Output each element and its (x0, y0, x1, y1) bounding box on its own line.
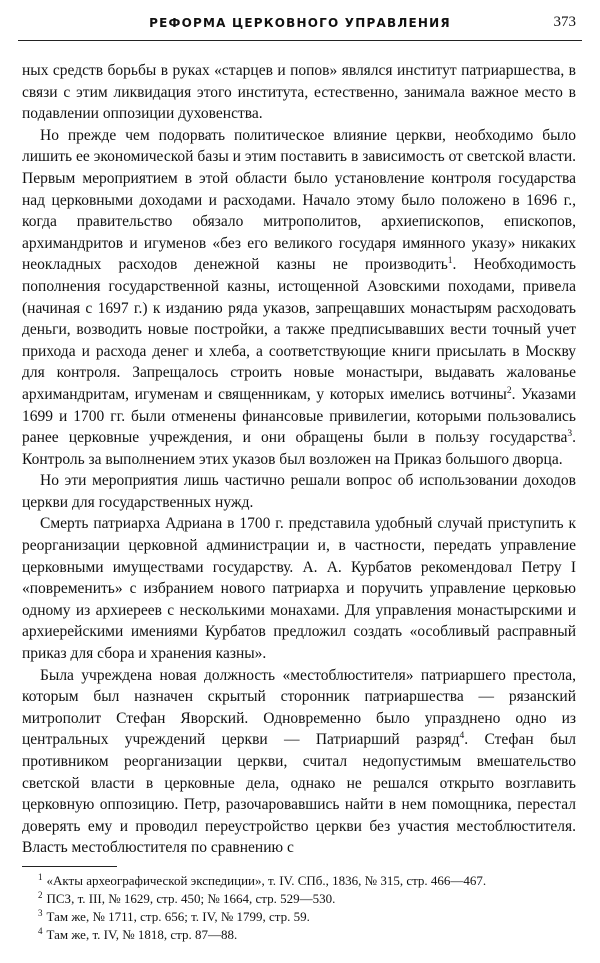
footnote-text: ПСЗ, т. III, № 1629, стр. 450; № 1664, стр. 529—530. (46, 891, 336, 906)
footnotes (22, 872, 576, 944)
footnote-rule (22, 866, 117, 867)
footnote-number: 1 (38, 871, 43, 882)
footnote-ref: 3 (567, 428, 573, 439)
paragraph (22, 665, 576, 859)
footnote-text: «Акты археографической экспедиции», т. IV. СПб., 1836, № 315, стр. 466—467. (46, 873, 487, 888)
footnote-number: 4 (38, 925, 43, 936)
paragraph (22, 60, 576, 125)
page-header (18, 12, 582, 46)
paragraph-text: Смерть патриарха Адриана в 1700 г. представила удобный случай приступить к реорганизации церковной администрации и, в частности, передать управление церковными имуществами государству. А. А. Курбатов рекомендовал Петру I «повременить» с избранием нового патриарха и поручить управление церковью одному из архиереев с несколькими монахами. Для управления монастырскими и архиерейскими имениями Курбатов предложил создать «особливый расправный приказ для сбора и хранения казны». (22, 515, 576, 663)
footnote (22, 926, 576, 944)
paragraph-text: . Необходимость пополнения государственной казны, истощенной Азовскими походами, привела (начиная с 1697 г.) к изданию ряда указов, запрещавших монастырям расходовать деньги, возводить новые постройки, а также предписывавших вести точный учет прихода и расхода денег и хлеба, а соответствующие книги присылать в Москву для контроля. Запрещалось строить новые монастыри, выдавать жалованье архимандритам, игуменам и священникам, у которых имелись вотчины (22, 256, 576, 403)
footnote (22, 890, 576, 908)
body-text (22, 60, 576, 859)
header-rule (18, 40, 582, 41)
footnote-text: Там же, № 1711, стр. 656; т. IV, № 1799, стр. 59. (46, 909, 310, 924)
footnote-ref: 2 (506, 385, 512, 396)
paragraph-text: Но прежде чем подорвать политическое влияние церкви, необходимо было лишить ее экономической базы и этим поставить в зависимость от светской власти. Первым мероприятием в этой области было установление контроля государства над церковными доходами и расходами. Начало этому было положено в 1696 г., когда правительство обязало митрополитов, архиепископов, епископов, архимандритов и игуменов «без его великого государя имянного указу» никаких неокладных расходов денежной казны не производить (22, 126, 576, 274)
paragraph-text: . Стефан был противником реорганизации церкви, считал недопустимым вмешательство светской власти в церковные дела, однако не решался открыто возглавить церковную оппозицию. Петр, разочаровавшись найти в нем помощника, перестал доверять ему и проводил переустройство церкви без участия местоблюстителя. Власть местоблюстителя по сравнению с (22, 731, 577, 857)
footnote (22, 872, 576, 890)
footnote (22, 908, 576, 926)
footnote-ref: 4 (459, 731, 465, 742)
paragraph-text: . Контроль за выполнением этих указов был возложен на Приказ большого дворца. (22, 429, 576, 468)
paragraph-text: ных средств борьбы в руках «старцев и попов» являлся институт патриаршества, в связи с этим ликвидация этого института, естественно, занимала важное место в подавлении оппозиции духовенства. (22, 62, 576, 123)
footnote-number: 2 (38, 889, 43, 900)
page-number: 373 (553, 14, 576, 30)
paragraph-text: . Указами 1699 и 1700 гг. были отменены финансовые привилегии, которыми пользовались ранее церковные учреждения, и они обращены были в пользу государства (22, 385, 576, 447)
paragraph (22, 513, 576, 664)
footnote-number: 3 (38, 907, 43, 918)
running-title: РЕФОРМА ЦЕРКОВНОГО УПРАВЛЕНИЯ (149, 16, 451, 30)
paragraph-text: Но эти мероприятия лишь частично решали вопрос об использовании доходов церкви для государственных нужд. (22, 472, 576, 511)
paragraph (22, 125, 576, 471)
footnote-text: Там же, т. IV, № 1818, стр. 87—88. (46, 927, 238, 942)
footnote-ref: 1 (447, 256, 453, 267)
paragraph-text: Была учреждена новая должность «местоблюстителя» патриаршего престола, которым был назначен скрытый сторонник патриаршества — рязанский митрополит Стефан Яворский. Одновременно было упразднено одно из центральных учреждений церкви — Патриарший разряд (22, 666, 576, 749)
paragraph (22, 470, 576, 513)
